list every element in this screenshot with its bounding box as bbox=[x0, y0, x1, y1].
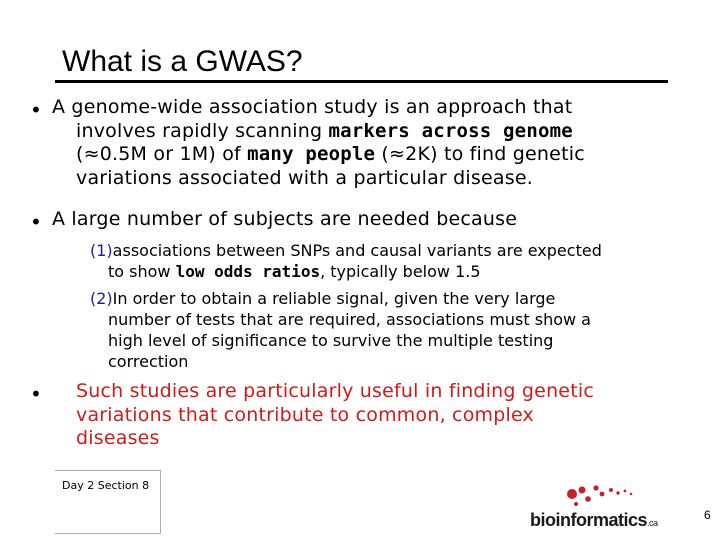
page-number: 6 bbox=[704, 508, 711, 522]
slide-title: What is a GWAS? bbox=[62, 45, 303, 78]
text-run: number of tests that are required, associations must show a bbox=[108, 310, 591, 329]
bullet-dot-2: • bbox=[30, 210, 42, 234]
sub-item-2 bbox=[90, 288, 591, 372]
logo-main-text: bioinformatics bbox=[530, 510, 648, 530]
title-underline bbox=[55, 80, 668, 83]
text-run: correction bbox=[108, 352, 189, 371]
text-run: A genome-wide association study is an approach that bbox=[52, 96, 573, 118]
text-run: , typically below 1.5 bbox=[320, 262, 481, 281]
sub-item-number: (1) bbox=[90, 241, 113, 260]
text-run: high level of significance to survive the multiple testing bbox=[108, 331, 554, 350]
bullet-dot-3: • bbox=[30, 382, 42, 406]
logo-suffix-text: .ca bbox=[647, 518, 658, 528]
sub-item-number: (2) bbox=[90, 289, 113, 308]
bullet-3-line-1: Such studies are particularly useful in finding genetic bbox=[76, 380, 594, 402]
bullet-3-line-3: diseases bbox=[76, 427, 160, 449]
bioinformatics-logo-text bbox=[530, 510, 658, 531]
sub-item-2-line-1 bbox=[90, 288, 591, 309]
sub-item-1 bbox=[90, 240, 602, 282]
text-run: (≈0.5M or 1M) of bbox=[76, 143, 248, 165]
emphasis-people: many people bbox=[247, 143, 376, 165]
bullet-1-line-2 bbox=[52, 120, 585, 144]
sub-item-1-line-1 bbox=[90, 240, 602, 261]
text-run: associations between SNPs and causal variants are expected bbox=[112, 241, 602, 260]
text-run: A large number of subjects are needed because bbox=[52, 208, 518, 230]
text-run: involves rapidly scanning bbox=[76, 119, 329, 142]
text-run: variations associated with a particular disease. bbox=[76, 166, 533, 189]
emphasis-odds-ratios: low odds ratios bbox=[175, 262, 321, 281]
text-run: (≈2K) to find genetic bbox=[375, 143, 585, 165]
bullet-1-line-3 bbox=[52, 143, 585, 167]
sub-item-2-line-2 bbox=[90, 309, 591, 330]
sub-item-2-line-4 bbox=[90, 351, 591, 372]
footer-section-label: Day 2 Section 8 bbox=[62, 479, 150, 492]
text-run: to show bbox=[108, 262, 176, 281]
bullet-1-line-4 bbox=[52, 167, 585, 191]
emphasis-markers: markers across genome bbox=[328, 119, 573, 142]
sub-item-2-line-3 bbox=[90, 330, 591, 351]
bullet-2-text bbox=[52, 208, 517, 232]
bullet-dot-1: • bbox=[30, 98, 42, 122]
text-run: In order to obtain a reliable signal, given the very large bbox=[112, 289, 556, 308]
bullet-1-text bbox=[52, 96, 585, 190]
bullet-1-line-1 bbox=[52, 96, 585, 120]
sub-item-1-line-2 bbox=[90, 261, 602, 282]
bullet-2-line-1 bbox=[52, 208, 517, 232]
bullet-3-text bbox=[76, 380, 594, 451]
bullet-3-line-2: variations that contribute to common, complex bbox=[76, 403, 534, 426]
